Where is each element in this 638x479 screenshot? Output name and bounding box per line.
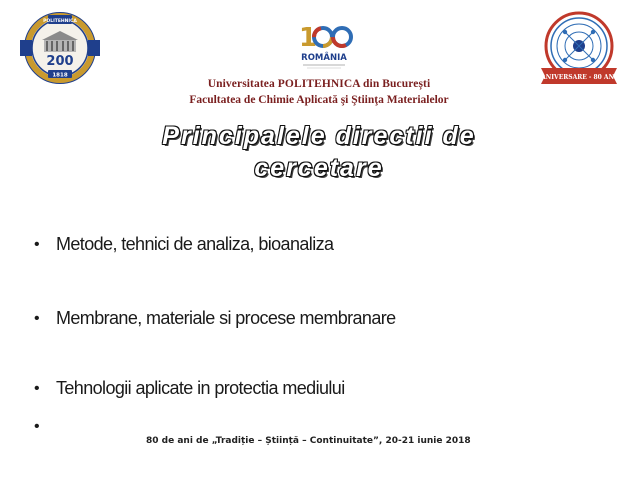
- seal-200-mark: 200: [46, 54, 74, 69]
- bullet-text: Tehnologii aplicate in protectia mediului: [56, 378, 345, 398]
- bullet-item: [34, 378, 345, 399]
- anniversary-ribbon-text: ANIVERSARE - 80 ANI: [541, 74, 617, 81]
- bullet-marker: •: [34, 380, 40, 397]
- bullet-marker: •: [34, 310, 40, 327]
- faculty-name: Facultatea de Chimie Aplicată şi Ştiinţa Materialelor: [189, 94, 449, 106]
- bullet-item: [34, 416, 56, 437]
- seal-ring-text: POLITEHNICA: [43, 19, 77, 24]
- bullet-text: Metode, tehnici de analiza, bioanaliza: [56, 234, 334, 254]
- title-line-2: cercetare: [254, 154, 384, 182]
- bullet-marker: •: [34, 418, 40, 435]
- slide-footer: 80 de ani de „Tradiție – Știință – Continuitate”, 20-21 iunie 2018: [146, 436, 471, 446]
- bullet-text: Membrane, materiale si procese membranare: [56, 308, 396, 328]
- svg-text:1: 1: [299, 23, 318, 53]
- bullet-item: [34, 308, 396, 329]
- romania-word: ROMÂNIA: [301, 53, 347, 63]
- seal-year: 1818: [52, 72, 68, 79]
- university-name: Universitatea POLITEHNICA din București: [207, 78, 431, 90]
- bullet-item: [34, 234, 333, 255]
- bullet-marker: •: [34, 236, 40, 253]
- title-line-1: Principalele directii de: [162, 122, 476, 150]
